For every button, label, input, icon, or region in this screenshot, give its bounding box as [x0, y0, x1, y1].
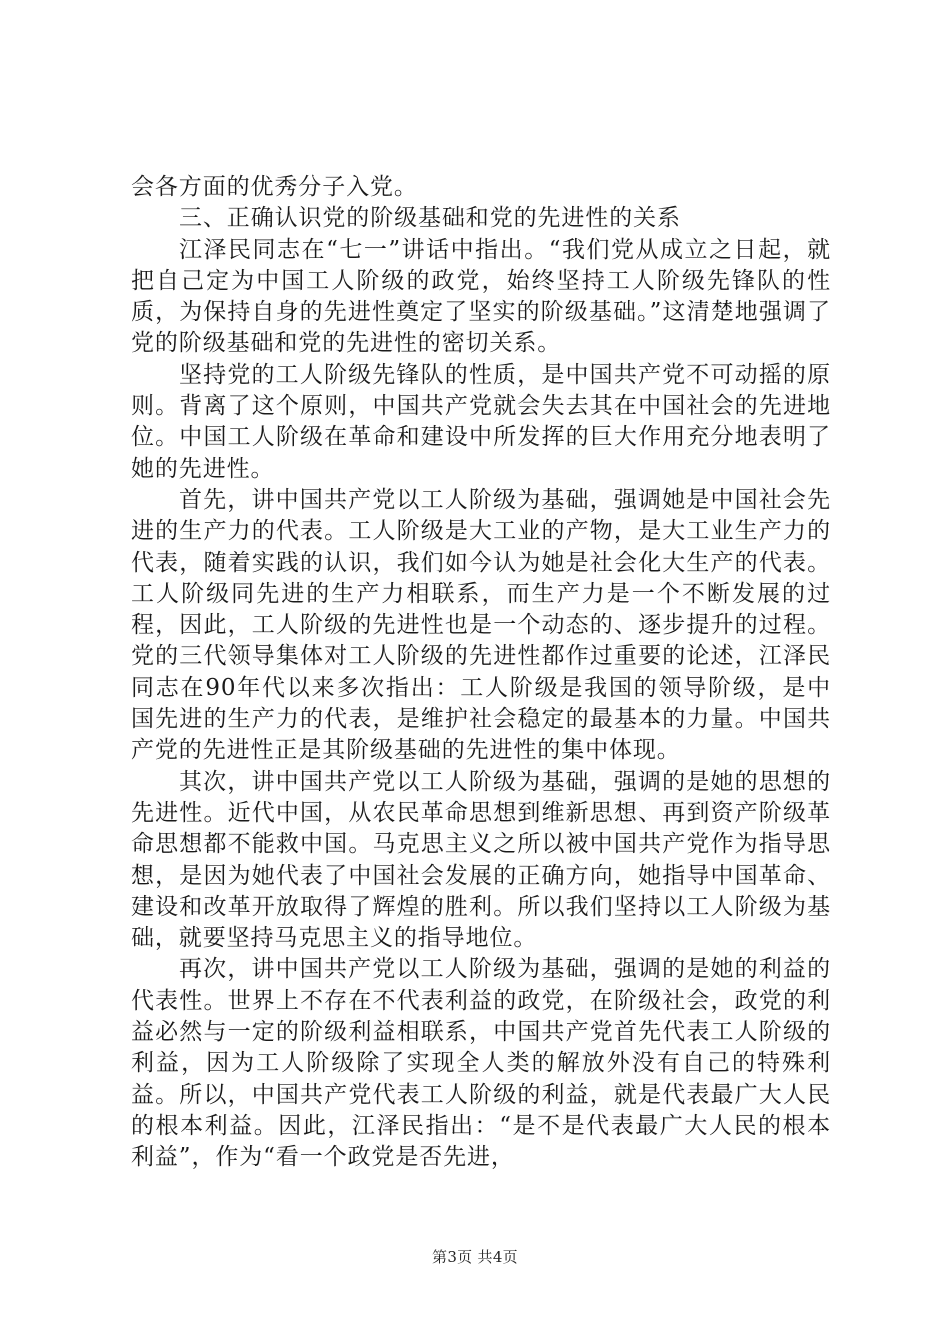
- paragraph-continuation: 会各方面的优秀分子入党。: [131, 174, 418, 200]
- page-number-footer: 第3页 共4页: [432, 1248, 518, 1266]
- section-heading: 三、正确认识党的阶级基础和党的先进性的关系: [179, 205, 681, 232]
- paragraph: 首先，讲中国共产党以工人阶级为基础，强调她是中国社会先进的生产力的代表。工人阶级是大工业的产物，是大工业生产力的代表，随着实践的认识，我们如今认为她是社会化大生产的代表。工人阶级同先进的生产力相联系，而生产力是一个不断发展的过程，因此，工人阶级的先进性也是一个动态的、逐步提升的过程。党的三代领导集体对工人阶级的先进性都作过重要的论述，江泽民同志在90年代以来多次指出：工人阶级是我国的领导阶级，是中国先进的生产力的代表，是维护社会稳定的最基本的力量。中国共产党的先进性正是其阶级基础的先进性的集中体现。: [131, 486, 831, 764]
- paragraph: 江泽民同志在“七一”讲话中指出。“我们党从成立之日起，就把自己定为中国工人阶级的政党，始终坚持工人阶级先锋队的性质，为保持自身的先进性奠定了坚实的阶级基础。”这清楚地强调了党的阶级基础和党的先进性的密切关系。: [131, 236, 831, 357]
- paragraph: 其次，讲中国共产党以工人阶级为基础，强调的是她的思想的先进性。近代中国，从农民革命思想到维新思想、再到资产阶级革命思想都不能救中国。马克思主义之所以被中国共产党作为指导思想，是因为她代表了中国社会发展的正确方向，她指导中国革命、建设和改革开放取得了辉煌的胜利。所以我们坚持以工人阶级为基础，就要坚持马克思主义的指导地位。: [131, 768, 831, 952]
- paragraph: 再次，讲中国共产党以工人阶级为基础，强调的是她的利益的代表性。世界上不存在不代表利益的政党，在阶级社会，政党的利益必然与一定的阶级利益相联系，中国共产党首先代表工人阶级的利益，因为工人阶级除了实现全人类的解放外没有自己的特殊利益。所以，中国共产党代表工人阶级的利益，就是代表最广大人民的根本利益。因此，江泽民指出：“是不是代表最广大人民的根本利益”，作为“看一个政党是否先进，: [131, 956, 831, 1171]
- paragraph: 坚持党的工人阶级先锋队的性质，是中国共产党不可动摇的原则。背离了这个原则，中国共产党就会失去其在中国社会的先进地位。中国工人阶级在革命和建设中所发挥的巨大作用充分地表明了她的先进性。: [131, 361, 831, 482]
- document-body: [131, 172, 831, 1174]
